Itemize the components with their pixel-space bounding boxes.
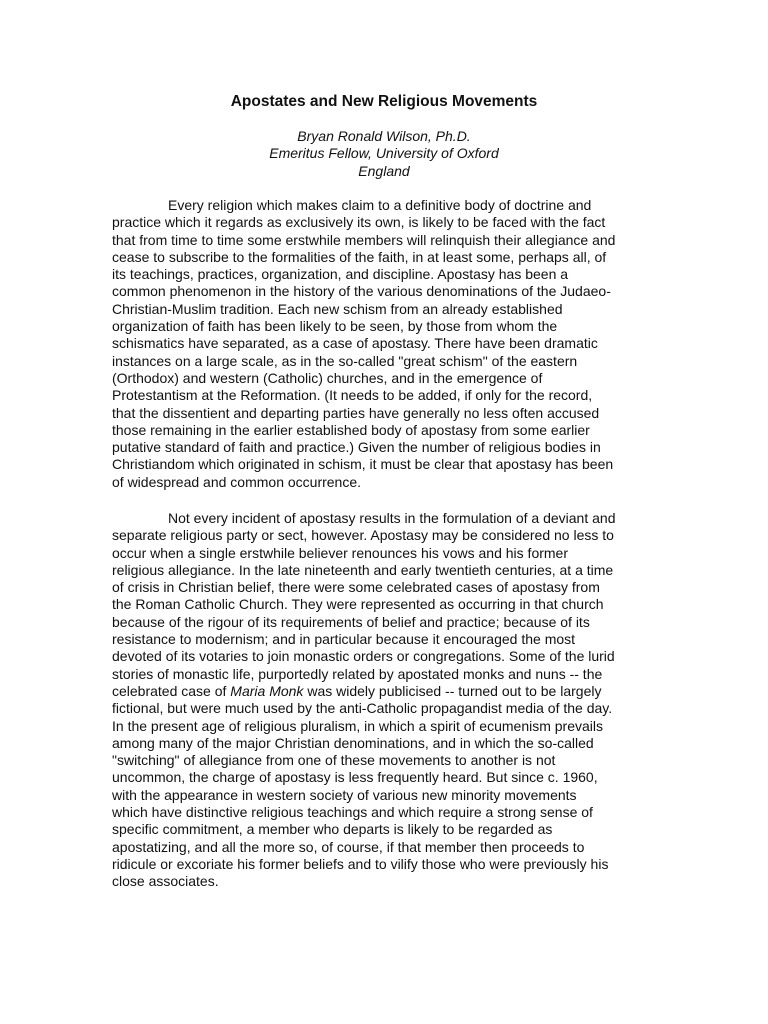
text-line: organization of faith has been likely to be seen, by those from whom the bbox=[112, 318, 558, 335]
text-line: (Orthodox) and western (Catholic) churches, and in the emergence of bbox=[112, 369, 543, 386]
text-line: "switching" of allegiance from one of these movements to another is not bbox=[112, 752, 556, 769]
text-line: Not every incident of apostasy results in the formulation of a deviant and bbox=[168, 510, 616, 526]
text-line: separate religious party or sect, however. Apostasy may be considered no less to bbox=[112, 527, 614, 544]
text-line: close associates. bbox=[112, 873, 219, 890]
document-title: Apostates and New Religious Movements bbox=[230, 93, 538, 110]
text-line: cease to subscribe to the formalities of the faith, in at least some, perhaps all, of bbox=[112, 248, 607, 265]
text-line: with the appearance in western society of various new minority movements bbox=[112, 786, 577, 803]
text-line-with-italic bbox=[112, 683, 660, 700]
text-line: Protestantism at the Reformation. (It needs to be added, if only for the record, bbox=[112, 387, 593, 404]
author-name: Bryan Ronald Wilson, Ph.D. bbox=[297, 128, 471, 144]
text-line: that the dissentient and departing parties have generally no less often accused bbox=[112, 404, 600, 421]
text-line: In the present age of religious pluralism, in which a spirit of ecumenism prevails bbox=[112, 717, 604, 734]
text-line: religious allegiance. In the late nineteenth and early twentieth centuries, at a time bbox=[112, 561, 614, 578]
text-line: apostatizing, and all the more so, of course, if that member then proceeds to bbox=[112, 838, 585, 855]
text-line: of crisis in Christian belief, there were some celebrated cases of apostasy from bbox=[112, 579, 600, 596]
text-line: resistance to modernism; and in particular because it encouraged the most bbox=[112, 631, 576, 648]
text-line: of widespread and common occurrence. bbox=[112, 473, 362, 490]
text-line: occur when a single erstwhile believer renounces his vows and his former bbox=[112, 544, 568, 561]
text-line: because of the rigour of its requirements of belief and practice; because of its bbox=[112, 613, 590, 630]
text-line: its teachings, practices, organization, and discipline. Apostasy has been a bbox=[112, 266, 569, 283]
text-line: Every religion which makes claim to a definitive body of doctrine and bbox=[168, 197, 592, 213]
text-segment: was widely publicised -- turned out to be largely bbox=[303, 682, 602, 699]
text-line: schismatics have separated, as a case of apostasy. There have been dramatic bbox=[112, 335, 598, 352]
paragraph-1 bbox=[112, 197, 660, 491]
italic-book-title: Maria Monk bbox=[230, 682, 304, 699]
author-block bbox=[0, 128, 768, 180]
text-line: instances on a large scale, as in the so-called "great schism" of the eastern bbox=[112, 352, 578, 369]
text-line: specific commitment, a member who departs is likely to be regarded as bbox=[112, 821, 553, 838]
text-line: that from time to time some erstwhile members will relinquish their allegiance and bbox=[112, 231, 616, 248]
text-line: putative standard of faith and practice.) Given the number of religious bodies in bbox=[112, 439, 601, 456]
text-line: fictional, but were much used by the anti-Catholic propagandist media of the day. bbox=[112, 700, 613, 717]
text-line: Christiandom which originated in schism, it must be clear that apostasy has been bbox=[112, 456, 614, 473]
text-line: among many of the major Christian denominations, and in which the so-called bbox=[112, 734, 594, 751]
text-line: common phenomenon in the history of the various denominations of the Judaeo- bbox=[112, 283, 611, 300]
author-country: England bbox=[358, 162, 410, 179]
text-line: Christian-Muslim tradition. Each new schism from an already established bbox=[112, 300, 563, 317]
text-line: uncommon, the charge of apostasy is less frequently heard. But since c. 1960, bbox=[112, 769, 598, 786]
author-affiliation: Emeritus Fellow, University of Oxford bbox=[269, 145, 499, 162]
text-line: those remaining in the earlier established body of apostasy from some earlier bbox=[112, 421, 590, 438]
text-line: stories of monastic life, purportedly related by apostated monks and nuns -- the bbox=[112, 665, 603, 682]
text-line: which have distinctive religious teachings and which require a strong sense of bbox=[112, 804, 593, 821]
text-line: practice which it regards as exclusively its own, is likely to be faced with the fact bbox=[112, 214, 606, 231]
text-segment: celebrated case of bbox=[112, 682, 231, 699]
text-line: the Roman Catholic Church. They were represented as occurring in that church bbox=[112, 596, 604, 613]
text-line: devoted of its votaries to join monastic orders or congregations. Some of the lurid bbox=[112, 648, 615, 665]
paragraph-2 bbox=[112, 510, 660, 891]
text-line: ridicule or excoriate his former beliefs and to vilify those who were previously his bbox=[112, 855, 609, 872]
